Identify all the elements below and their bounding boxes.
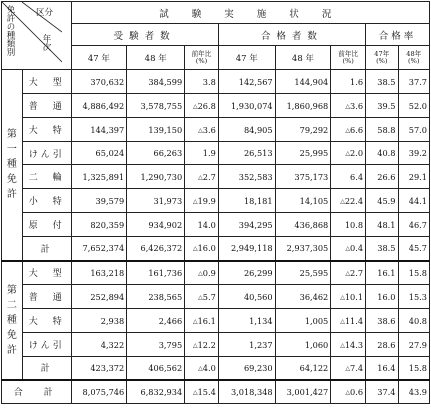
value-text: 1,237 bbox=[249, 339, 273, 350]
value-text: 10.8 bbox=[344, 219, 364, 230]
value-text: 3,018,348 bbox=[230, 386, 273, 397]
decrease-triangle-icon: △ bbox=[192, 245, 198, 253]
total-cell-er bbox=[185, 380, 219, 404]
value-text: 238,565 bbox=[148, 291, 183, 302]
value-cell-e47 bbox=[71, 285, 127, 309]
value-text: 820,359 bbox=[90, 219, 125, 230]
value-text: 16.1 bbox=[377, 267, 396, 278]
value-text: 6,832,934 bbox=[140, 386, 183, 397]
value-cell-p47 bbox=[218, 165, 275, 189]
value-cell-r48 bbox=[398, 189, 430, 213]
value-cell-p47 bbox=[218, 237, 275, 261]
value-cell-r47 bbox=[366, 70, 398, 94]
license-category-cell: 大 型 bbox=[22, 70, 71, 94]
value-cell-p48 bbox=[275, 213, 331, 237]
value-text: 16.1 bbox=[197, 315, 216, 326]
decrease-triangle-icon: △ bbox=[192, 102, 198, 110]
license-category-cell: けん引 bbox=[22, 333, 71, 357]
value-cell-r48 bbox=[398, 118, 430, 142]
license-category-cell: けん引 bbox=[22, 142, 71, 165]
value-cell-e47 bbox=[71, 357, 127, 380]
value-text: 384,599 bbox=[148, 76, 183, 87]
value-cell-p48 bbox=[275, 189, 331, 213]
value-cell-pr bbox=[331, 285, 366, 309]
value-cell-r48 bbox=[398, 165, 430, 189]
value-cell-e48 bbox=[127, 333, 185, 357]
decrease-triangle-icon: △ bbox=[198, 126, 203, 134]
value-cell-pr bbox=[331, 189, 366, 213]
decrease-triangle-icon: △ bbox=[198, 173, 203, 181]
value-cell-pr bbox=[331, 70, 366, 94]
value-text: 406,562 bbox=[148, 362, 183, 373]
decrease-triangle-icon: △ bbox=[345, 126, 351, 134]
value-cell-p48 bbox=[275, 333, 331, 357]
value-cell-pr bbox=[331, 237, 366, 261]
decrease-triangle-icon: △ bbox=[340, 197, 345, 205]
table-row bbox=[2, 261, 430, 285]
value-text: 19.9 bbox=[197, 195, 216, 206]
value-text: 4.0 bbox=[202, 362, 216, 373]
value-text: 0.6 bbox=[350, 386, 364, 397]
decrease-triangle-icon: △ bbox=[345, 388, 351, 396]
value-text: 22.4 bbox=[344, 195, 364, 206]
value-cell-r48 bbox=[398, 70, 430, 94]
value-cell-r47 bbox=[366, 189, 398, 213]
value-text: 144,397 bbox=[90, 124, 125, 135]
value-text: 46.7 bbox=[408, 219, 427, 230]
value-text: 163,218 bbox=[90, 267, 125, 278]
value-text: 26,299 bbox=[243, 267, 273, 278]
value-cell-p47 bbox=[218, 213, 275, 237]
value-cell-r47 bbox=[366, 142, 398, 165]
license-category-cell: 小 特 bbox=[22, 189, 71, 213]
value-text: 45.7 bbox=[408, 243, 427, 254]
value-text: 352,583 bbox=[238, 171, 273, 182]
value-text: 4,322 bbox=[100, 339, 125, 350]
value-text: 139,150 bbox=[148, 124, 183, 135]
value-cell-p47 bbox=[218, 142, 275, 165]
value-cell-e48 bbox=[127, 237, 185, 261]
value-text: 15.3 bbox=[408, 291, 427, 302]
value-text: 2,949,118 bbox=[230, 243, 273, 254]
value-cell-p48 bbox=[275, 261, 331, 285]
value-cell-e48 bbox=[127, 357, 185, 380]
value-text: 38.6 bbox=[377, 315, 396, 326]
value-cell-e47 bbox=[71, 165, 127, 189]
table-row bbox=[2, 118, 430, 142]
license-category-cell: 原 付 bbox=[22, 213, 71, 237]
corner-year-label: 年次 bbox=[41, 34, 51, 51]
value-text: 436,868 bbox=[294, 219, 329, 230]
license-category-cell: 普 通 bbox=[22, 94, 71, 118]
decrease-triangle-icon: △ bbox=[340, 293, 345, 301]
value-text: 16.4 bbox=[377, 362, 396, 373]
value-cell-r48 bbox=[398, 142, 430, 165]
value-text: 1.6 bbox=[350, 76, 364, 87]
value-text: 57.0 bbox=[408, 124, 427, 135]
decrease-triangle-icon: △ bbox=[192, 388, 198, 396]
value-text: 14.0 bbox=[197, 219, 216, 230]
value-cell-pr bbox=[331, 165, 366, 189]
value-cell-e48 bbox=[127, 118, 185, 142]
rate-year-47: 47年 (%) bbox=[366, 46, 398, 70]
examinees-year-47: 47 年 bbox=[71, 46, 127, 70]
value-cell-er bbox=[185, 357, 219, 380]
value-text: 37.7 bbox=[408, 76, 427, 87]
value-text: 14,105 bbox=[299, 195, 329, 206]
rate-year-48: 48年 (%) bbox=[398, 46, 430, 70]
value-text: 1,060 bbox=[304, 339, 329, 350]
value-cell-e47 bbox=[71, 261, 127, 285]
value-text: 1,325,891 bbox=[82, 171, 125, 182]
decrease-triangle-icon: △ bbox=[345, 364, 351, 372]
value-text: 39.5 bbox=[377, 100, 396, 111]
value-text: 3.6 bbox=[202, 124, 216, 135]
value-text: 40,560 bbox=[243, 291, 273, 302]
license-category-cell: 計 bbox=[22, 237, 71, 261]
decrease-triangle-icon: △ bbox=[345, 102, 351, 110]
value-cell-p47 bbox=[218, 333, 275, 357]
value-cell-p48 bbox=[275, 237, 331, 261]
value-cell-pr bbox=[331, 94, 366, 118]
value-text: 0.4 bbox=[350, 243, 364, 254]
value-cell-e47 bbox=[71, 237, 127, 261]
value-cell-p48 bbox=[275, 165, 331, 189]
value-cell-p47 bbox=[218, 285, 275, 309]
value-text: 8,075,746 bbox=[82, 386, 125, 397]
pass-rate-header: 合格率 bbox=[366, 24, 430, 46]
decrease-triangle-icon: △ bbox=[192, 341, 198, 349]
passers-ratio-header: 前年比 (%) bbox=[331, 46, 366, 70]
value-text: 375,173 bbox=[294, 171, 329, 182]
table-row bbox=[2, 165, 430, 189]
value-cell-r48 bbox=[398, 237, 430, 261]
value-text: 44.1 bbox=[408, 195, 427, 206]
value-cell-pr bbox=[331, 333, 366, 357]
total-cell-e47 bbox=[71, 380, 127, 404]
value-cell-e48 bbox=[127, 70, 185, 94]
corner-header-cell bbox=[2, 2, 72, 70]
value-text: 1,860,968 bbox=[286, 100, 329, 111]
value-cell-p47 bbox=[218, 261, 275, 285]
value-cell-er bbox=[185, 189, 219, 213]
value-cell-r48 bbox=[398, 213, 430, 237]
value-text: 39.2 bbox=[408, 148, 427, 158]
value-cell-pr bbox=[331, 142, 366, 165]
decrease-triangle-icon: △ bbox=[198, 364, 203, 372]
value-cell-r47 bbox=[366, 309, 398, 333]
value-text: 36,462 bbox=[299, 291, 329, 302]
value-cell-er bbox=[185, 237, 219, 261]
value-text: 2.0 bbox=[350, 148, 364, 158]
value-text: 7.4 bbox=[350, 362, 364, 373]
value-cell-er bbox=[185, 285, 219, 309]
value-text: 12.2 bbox=[197, 339, 216, 350]
value-text: 25,595 bbox=[299, 267, 329, 278]
value-text: 40.8 bbox=[377, 148, 396, 158]
value-text: 934,902 bbox=[148, 219, 183, 230]
value-cell-er bbox=[185, 333, 219, 357]
table-row bbox=[2, 213, 430, 237]
value-text: 142,567 bbox=[238, 76, 273, 87]
value-cell-r48 bbox=[398, 333, 430, 357]
license-category-cell: 計 bbox=[22, 357, 71, 380]
value-text: 3,001,427 bbox=[286, 386, 329, 397]
value-text: 5.7 bbox=[202, 291, 216, 302]
decrease-triangle-icon: △ bbox=[198, 269, 203, 277]
table-row bbox=[2, 142, 430, 165]
value-cell-p48 bbox=[275, 94, 331, 118]
value-text: 26.6 bbox=[377, 171, 396, 182]
value-text: 6.6 bbox=[350, 124, 364, 135]
value-text: 15.8 bbox=[408, 362, 427, 373]
decrease-triangle-icon: △ bbox=[340, 317, 345, 325]
corner-license-label: 免許の種類別 bbox=[5, 5, 15, 56]
value-cell-e47 bbox=[71, 70, 127, 94]
value-cell-er bbox=[185, 142, 219, 165]
value-text: 65,024 bbox=[95, 148, 125, 158]
value-text: 1,930,074 bbox=[230, 100, 273, 111]
examinees-header: 受験者数 bbox=[71, 24, 218, 46]
value-cell-pr bbox=[331, 261, 366, 285]
value-cell-r47 bbox=[366, 333, 398, 357]
total-cell-r47 bbox=[366, 380, 398, 404]
value-cell-p48 bbox=[275, 285, 331, 309]
value-text: 394,295 bbox=[238, 219, 273, 230]
table-row bbox=[2, 309, 430, 333]
value-text: 39,579 bbox=[95, 195, 125, 206]
license-category-cell: 大 型 bbox=[22, 261, 71, 285]
value-text: 48.1 bbox=[377, 219, 396, 230]
value-cell-e47 bbox=[71, 333, 127, 357]
value-cell-er bbox=[185, 118, 219, 142]
license-category-cell: 二 輪 bbox=[22, 165, 71, 189]
value-cell-e47 bbox=[71, 309, 127, 333]
value-cell-p48 bbox=[275, 142, 331, 165]
table-row bbox=[2, 94, 430, 118]
value-cell-e48 bbox=[127, 213, 185, 237]
value-text: 2,466 bbox=[158, 315, 183, 326]
value-cell-r48 bbox=[398, 309, 430, 333]
value-text: 16.0 bbox=[197, 243, 216, 254]
value-cell-e47 bbox=[71, 213, 127, 237]
decrease-triangle-icon: △ bbox=[340, 341, 345, 349]
value-text: 38.5 bbox=[377, 243, 396, 254]
value-cell-r47 bbox=[366, 165, 398, 189]
value-text: 11.4 bbox=[344, 315, 364, 326]
passers-year-47: 47 年 bbox=[218, 46, 275, 70]
value-cell-pr bbox=[331, 118, 366, 142]
value-cell-p47 bbox=[218, 309, 275, 333]
value-cell-e47 bbox=[71, 94, 127, 118]
value-text: 161,736 bbox=[148, 267, 183, 278]
value-text: 2,937,305 bbox=[286, 243, 329, 254]
examinees-ratio-header: 前年比 (%) bbox=[185, 46, 219, 70]
value-text: 40.8 bbox=[408, 315, 427, 326]
value-text: 3,795 bbox=[158, 339, 183, 350]
total-cell-r48 bbox=[398, 380, 430, 404]
value-text: 10.1 bbox=[344, 291, 364, 302]
value-cell-er bbox=[185, 70, 219, 94]
value-cell-r48 bbox=[398, 285, 430, 309]
value-text: 79,292 bbox=[299, 124, 329, 135]
value-cell-er bbox=[185, 213, 219, 237]
decrease-triangle-icon: △ bbox=[198, 293, 203, 301]
value-text: 6,426,372 bbox=[140, 243, 183, 254]
value-cell-e48 bbox=[127, 285, 185, 309]
value-text: 84,905 bbox=[243, 124, 273, 135]
value-cell-e48 bbox=[127, 309, 185, 333]
value-text: 1,134 bbox=[249, 315, 273, 326]
license-group-first-class: 第 一 種 免 許 bbox=[2, 70, 23, 261]
total-cell-e48 bbox=[127, 380, 185, 404]
value-cell-r48 bbox=[398, 94, 430, 118]
table-row bbox=[2, 285, 430, 309]
value-text: 26.8 bbox=[197, 100, 216, 111]
value-text: 2.7 bbox=[350, 267, 364, 278]
value-text: 2,938 bbox=[100, 315, 125, 326]
value-text: 66,263 bbox=[153, 148, 183, 158]
value-text: 252,894 bbox=[90, 291, 125, 302]
value-text: 15.8 bbox=[408, 267, 427, 278]
value-cell-pr bbox=[331, 357, 366, 380]
value-cell-er bbox=[185, 94, 219, 118]
value-cell-r48 bbox=[398, 357, 430, 380]
value-cell-p48 bbox=[275, 118, 331, 142]
value-cell-e48 bbox=[127, 189, 185, 213]
table-row bbox=[2, 70, 430, 94]
value-cell-r47 bbox=[366, 237, 398, 261]
value-cell-r47 bbox=[366, 285, 398, 309]
value-text: 370,632 bbox=[90, 76, 125, 87]
total-cell-p47 bbox=[218, 380, 275, 404]
value-text: 1.9 bbox=[202, 148, 216, 158]
value-cell-r47 bbox=[366, 357, 398, 380]
license-category-cell: 普 通 bbox=[22, 285, 71, 309]
value-text: 27.9 bbox=[408, 339, 427, 350]
value-text: 3.6 bbox=[350, 100, 364, 111]
value-text: 52.0 bbox=[408, 100, 427, 111]
value-text: 69,230 bbox=[243, 362, 273, 373]
value-cell-p48 bbox=[275, 70, 331, 94]
total-cell-pr bbox=[331, 380, 366, 404]
value-text: 45.9 bbox=[377, 195, 396, 206]
value-text: 31,973 bbox=[153, 195, 183, 206]
value-text: 15.4 bbox=[197, 386, 216, 397]
value-cell-p47 bbox=[218, 357, 275, 380]
value-text: 0.9 bbox=[202, 267, 216, 278]
value-text: 1,290,730 bbox=[140, 171, 183, 182]
value-text: 28.6 bbox=[377, 339, 396, 350]
value-text: 64,122 bbox=[299, 362, 329, 373]
table-row bbox=[2, 333, 430, 357]
grand-total-label: 合 計 bbox=[2, 380, 72, 404]
table-title: 試 験 実 施 状 況 bbox=[71, 2, 429, 24]
value-cell-p47 bbox=[218, 94, 275, 118]
table-row bbox=[2, 237, 430, 261]
decrease-triangle-icon: △ bbox=[192, 317, 198, 325]
value-cell-er bbox=[185, 309, 219, 333]
exam-status-table-sheet bbox=[1, 1, 430, 411]
value-text: 423,372 bbox=[90, 362, 125, 373]
decrease-triangle-icon: △ bbox=[345, 245, 351, 253]
value-cell-pr bbox=[331, 309, 366, 333]
value-cell-e47 bbox=[71, 189, 127, 213]
value-text: 26,513 bbox=[243, 148, 273, 158]
value-text: 14.3 bbox=[344, 339, 364, 350]
license-category-cell: 大 特 bbox=[22, 309, 71, 333]
value-cell-p47 bbox=[218, 189, 275, 213]
value-cell-pr bbox=[331, 213, 366, 237]
value-cell-er bbox=[185, 261, 219, 285]
passers-year-48: 48 年 bbox=[275, 46, 331, 70]
value-cell-er bbox=[185, 165, 219, 189]
value-text: 29.1 bbox=[408, 171, 427, 182]
value-cell-r48 bbox=[398, 261, 430, 285]
value-text: 38.5 bbox=[377, 76, 396, 87]
value-text: 2.7 bbox=[202, 171, 216, 182]
value-cell-e48 bbox=[127, 165, 185, 189]
value-text: 16.0 bbox=[377, 291, 396, 302]
value-cell-p47 bbox=[218, 70, 275, 94]
value-cell-e48 bbox=[127, 261, 185, 285]
total-cell-p48 bbox=[275, 380, 331, 404]
value-text: 144,904 bbox=[294, 76, 329, 87]
exam-status-table bbox=[1, 1, 430, 404]
decrease-triangle-icon: △ bbox=[192, 197, 198, 205]
corner-category-label: 区分 bbox=[36, 8, 54, 18]
value-text: 18,181 bbox=[243, 195, 273, 206]
value-text: 37.4 bbox=[377, 386, 396, 397]
value-text: 3.8 bbox=[202, 76, 216, 87]
value-cell-e47 bbox=[71, 142, 127, 165]
value-text: 43.9 bbox=[408, 386, 427, 397]
value-cell-e48 bbox=[127, 142, 185, 165]
value-text: 6.4 bbox=[350, 171, 364, 182]
value-text: 25,995 bbox=[299, 148, 329, 158]
value-cell-p47 bbox=[218, 118, 275, 142]
value-cell-r47 bbox=[366, 118, 398, 142]
value-cell-p48 bbox=[275, 357, 331, 380]
passers-header: 合格者数 bbox=[218, 24, 365, 46]
value-text: 4,886,492 bbox=[82, 100, 125, 111]
value-cell-r47 bbox=[366, 94, 398, 118]
value-cell-e47 bbox=[71, 118, 127, 142]
value-cell-r47 bbox=[366, 213, 398, 237]
value-text: 7,652,374 bbox=[82, 243, 125, 254]
table-row bbox=[2, 357, 430, 380]
license-category-cell: 大 特 bbox=[22, 118, 71, 142]
decrease-triangle-icon: △ bbox=[345, 150, 351, 157]
value-cell-p48 bbox=[275, 309, 331, 333]
examinees-year-48: 48 年 bbox=[127, 46, 185, 70]
header-row-title bbox=[2, 2, 430, 24]
value-text: 1,005 bbox=[304, 315, 329, 326]
decrease-triangle-icon: △ bbox=[345, 269, 351, 277]
total-row bbox=[2, 380, 430, 404]
value-text: 58.8 bbox=[377, 124, 396, 135]
license-group-second-class: 第 二 種 免 許 bbox=[2, 261, 23, 380]
value-cell-r47 bbox=[366, 261, 398, 285]
value-cell-e48 bbox=[127, 94, 185, 118]
table-row bbox=[2, 189, 430, 213]
value-text: 3,578,755 bbox=[140, 100, 183, 111]
